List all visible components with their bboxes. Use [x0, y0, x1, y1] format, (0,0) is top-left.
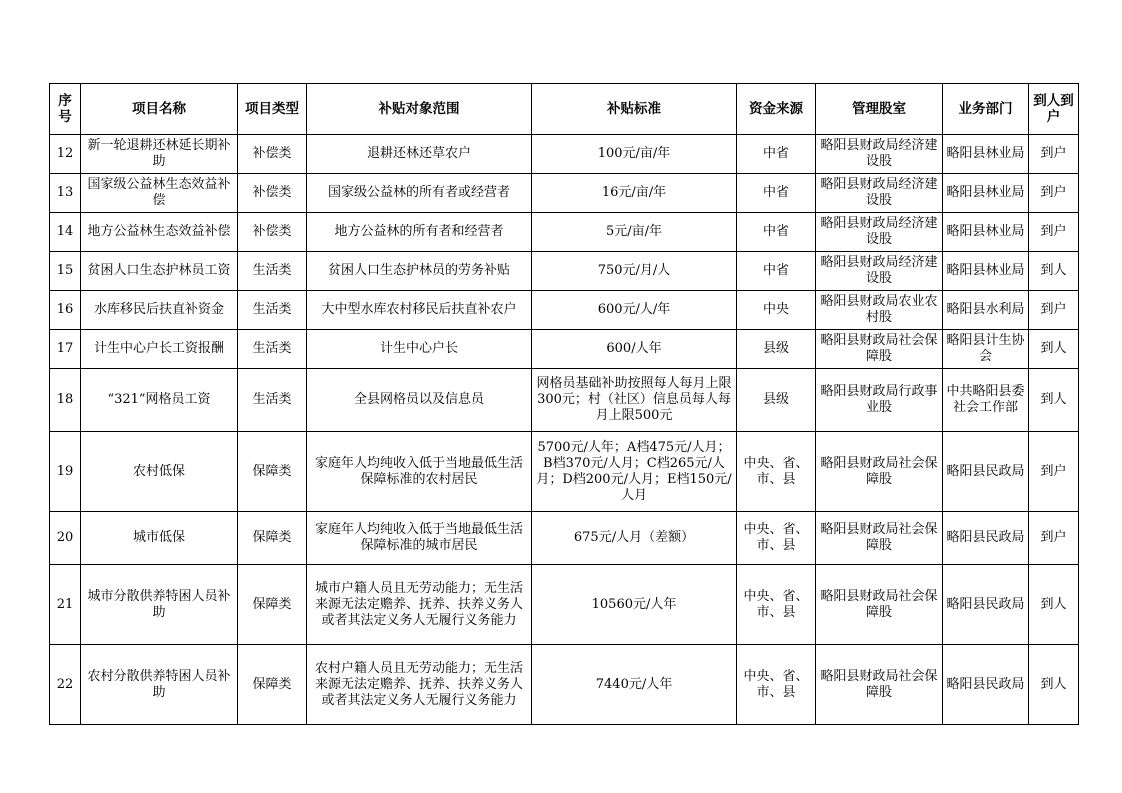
cell-scope: 计生中心户长	[307, 330, 532, 369]
cell-name: 贫困人口生态护林员工资	[81, 252, 238, 291]
cell-type: 补偿类	[238, 174, 307, 213]
header-type: 项目类型	[238, 84, 307, 135]
cell-standard: 675元/人月（差额）	[532, 512, 737, 565]
cell-scope: 家庭年人均纯收入低于当地最低生活保障标准的农村居民	[307, 432, 532, 512]
cell-type: 保障类	[238, 432, 307, 512]
cell-no: 17	[50, 330, 81, 369]
cell-type: 补偿类	[238, 135, 307, 174]
cell-standard: 网格员基础补助按照每人每月上限300元；村（社区）信息员每人每月上限500元	[532, 369, 737, 432]
cell-target: 到户	[1029, 174, 1079, 213]
cell-scope: 退耕还林还草农户	[307, 135, 532, 174]
header-office: 管理股室	[816, 84, 943, 135]
cell-source: 县级	[737, 330, 816, 369]
cell-no: 15	[50, 252, 81, 291]
cell-target: 到人	[1029, 330, 1079, 369]
cell-source: 中央、省、市、县	[737, 565, 816, 645]
cell-type: 生活类	[238, 330, 307, 369]
cell-dept: 略阳县民政局	[943, 512, 1029, 565]
header-row	[50, 84, 1079, 135]
cell-source: 中省	[737, 174, 816, 213]
cell-type: 生活类	[238, 369, 307, 432]
cell-source: 中省	[737, 135, 816, 174]
cell-name: 农村分散供养特困人员补助	[81, 645, 238, 725]
cell-office: 略阳县财政局社会保障股	[816, 565, 943, 645]
cell-target: 到户	[1029, 135, 1079, 174]
cell-scope: 农村户籍人员且无劳动能力；无生活来源无法定赡养、抚养、扶养义务人或者其法定义务人无履行义务能力	[307, 645, 532, 725]
cell-scope: 城市户籍人员且无劳动能力；无生活来源无法定赡养、抚养、扶养义务人或者其法定义务人无履行义务能力	[307, 565, 532, 645]
table-row	[50, 291, 1079, 330]
cell-no: 20	[50, 512, 81, 565]
cell-target: 到人	[1029, 369, 1079, 432]
header-no: 序号	[50, 84, 81, 135]
cell-type: 补偿类	[238, 213, 307, 252]
cell-target: 到户	[1029, 291, 1079, 330]
cell-dept: 中共略阳县委社会工作部	[943, 369, 1029, 432]
cell-no: 12	[50, 135, 81, 174]
cell-name: 农村低保	[81, 432, 238, 512]
cell-dept: 略阳县林业局	[943, 213, 1029, 252]
cell-no: 16	[50, 291, 81, 330]
cell-standard: 5元/亩/年	[532, 213, 737, 252]
cell-no: 22	[50, 645, 81, 725]
cell-office: 略阳县财政局经济建设股	[816, 213, 943, 252]
table-row	[50, 512, 1079, 565]
header-scope: 补贴对象范围	[307, 84, 532, 135]
table-row	[50, 252, 1079, 291]
cell-target: 到户	[1029, 512, 1079, 565]
cell-name: 水库移民后扶直补资金	[81, 291, 238, 330]
cell-no: 21	[50, 565, 81, 645]
cell-name: 城市分散供养特困人员补助	[81, 565, 238, 645]
cell-source: 县级	[737, 369, 816, 432]
cell-name: 城市低保	[81, 512, 238, 565]
table-row	[50, 645, 1079, 725]
table-row	[50, 565, 1079, 645]
cell-target: 到人	[1029, 252, 1079, 291]
cell-standard: 100元/亩/年	[532, 135, 737, 174]
cell-name: 新一轮退耕还林延长期补助	[81, 135, 238, 174]
cell-type: 生活类	[238, 252, 307, 291]
cell-dept: 略阳县民政局	[943, 432, 1029, 512]
cell-scope: 贫困人口生态护林员的劳务补贴	[307, 252, 532, 291]
cell-standard: 10560元/人年	[532, 565, 737, 645]
cell-dept: 略阳县民政局	[943, 645, 1029, 725]
cell-office: 略阳县财政局经济建设股	[816, 252, 943, 291]
header-name: 项目名称	[81, 84, 238, 135]
cell-dept: 略阳县水利局	[943, 291, 1029, 330]
table-row	[50, 432, 1079, 512]
cell-office: 略阳县财政局经济建设股	[816, 174, 943, 213]
cell-dept: 略阳县林业局	[943, 135, 1029, 174]
table-row	[50, 330, 1079, 369]
cell-standard: 7440元/人年	[532, 645, 737, 725]
cell-dept: 略阳县林业局	[943, 174, 1029, 213]
header-dept: 业务部门	[943, 84, 1029, 135]
cell-type: 保障类	[238, 565, 307, 645]
header-target: 到人到户	[1029, 84, 1079, 135]
cell-source: 中央、省、市、县	[737, 645, 816, 725]
cell-target: 到人	[1029, 565, 1079, 645]
cell-name: 计生中心户长工资报酬	[81, 330, 238, 369]
cell-name: 地方公益林生态效益补偿	[81, 213, 238, 252]
cell-type: 生活类	[238, 291, 307, 330]
table-row	[50, 213, 1079, 252]
cell-type: 保障类	[238, 645, 307, 725]
cell-type: 保障类	[238, 512, 307, 565]
cell-office: 略阳县财政局社会保障股	[816, 330, 943, 369]
cell-office: 略阳县财政局社会保障股	[816, 645, 943, 725]
cell-standard: 5700元/人年；A档475元/人月；B档370元/人月；C档265元/人月；D档200元/人月；E档150元/人月	[532, 432, 737, 512]
table-row	[50, 174, 1079, 213]
cell-name: 国家级公益林生态效益补偿	[81, 174, 238, 213]
cell-target: 到户	[1029, 213, 1079, 252]
cell-target: 到人	[1029, 645, 1079, 725]
cell-no: 19	[50, 432, 81, 512]
cell-office: 略阳县财政局农业农村股	[816, 291, 943, 330]
cell-name: “321”网格员工资	[81, 369, 238, 432]
cell-no: 13	[50, 174, 81, 213]
cell-standard: 750元/月/人	[532, 252, 737, 291]
cell-source: 中省	[737, 252, 816, 291]
cell-scope: 大中型水库农村移民后扶直补农户	[307, 291, 532, 330]
subsidy-table	[49, 83, 1079, 725]
header-source: 资金来源	[737, 84, 816, 135]
cell-no: 14	[50, 213, 81, 252]
cell-standard: 16元/亩/年	[532, 174, 737, 213]
cell-source: 中央、省、市、县	[737, 432, 816, 512]
cell-office: 略阳县财政局行政事业股	[816, 369, 943, 432]
cell-scope: 家庭年人均纯收入低于当地最低生活保障标准的城市居民	[307, 512, 532, 565]
cell-dept: 略阳县民政局	[943, 565, 1029, 645]
cell-standard: 600元/人/年	[532, 291, 737, 330]
header-standard: 补贴标准	[532, 84, 737, 135]
table-row	[50, 135, 1079, 174]
cell-office: 略阳县财政局社会保障股	[816, 512, 943, 565]
table-row	[50, 369, 1079, 432]
cell-scope: 地方公益林的所有者和经营者	[307, 213, 532, 252]
cell-source: 中央、省、市、县	[737, 512, 816, 565]
cell-source: 中省	[737, 213, 816, 252]
cell-standard: 600/人年	[532, 330, 737, 369]
cell-scope: 国家级公益林的所有者或经营者	[307, 174, 532, 213]
cell-scope: 全县网格员以及信息员	[307, 369, 532, 432]
cell-office: 略阳县财政局经济建设股	[816, 135, 943, 174]
cell-dept: 略阳县林业局	[943, 252, 1029, 291]
cell-no: 18	[50, 369, 81, 432]
cell-source: 中央	[737, 291, 816, 330]
cell-dept: 略阳县计生协会	[943, 330, 1029, 369]
cell-target: 到户	[1029, 432, 1079, 512]
cell-office: 略阳县财政局社会保障股	[816, 432, 943, 512]
